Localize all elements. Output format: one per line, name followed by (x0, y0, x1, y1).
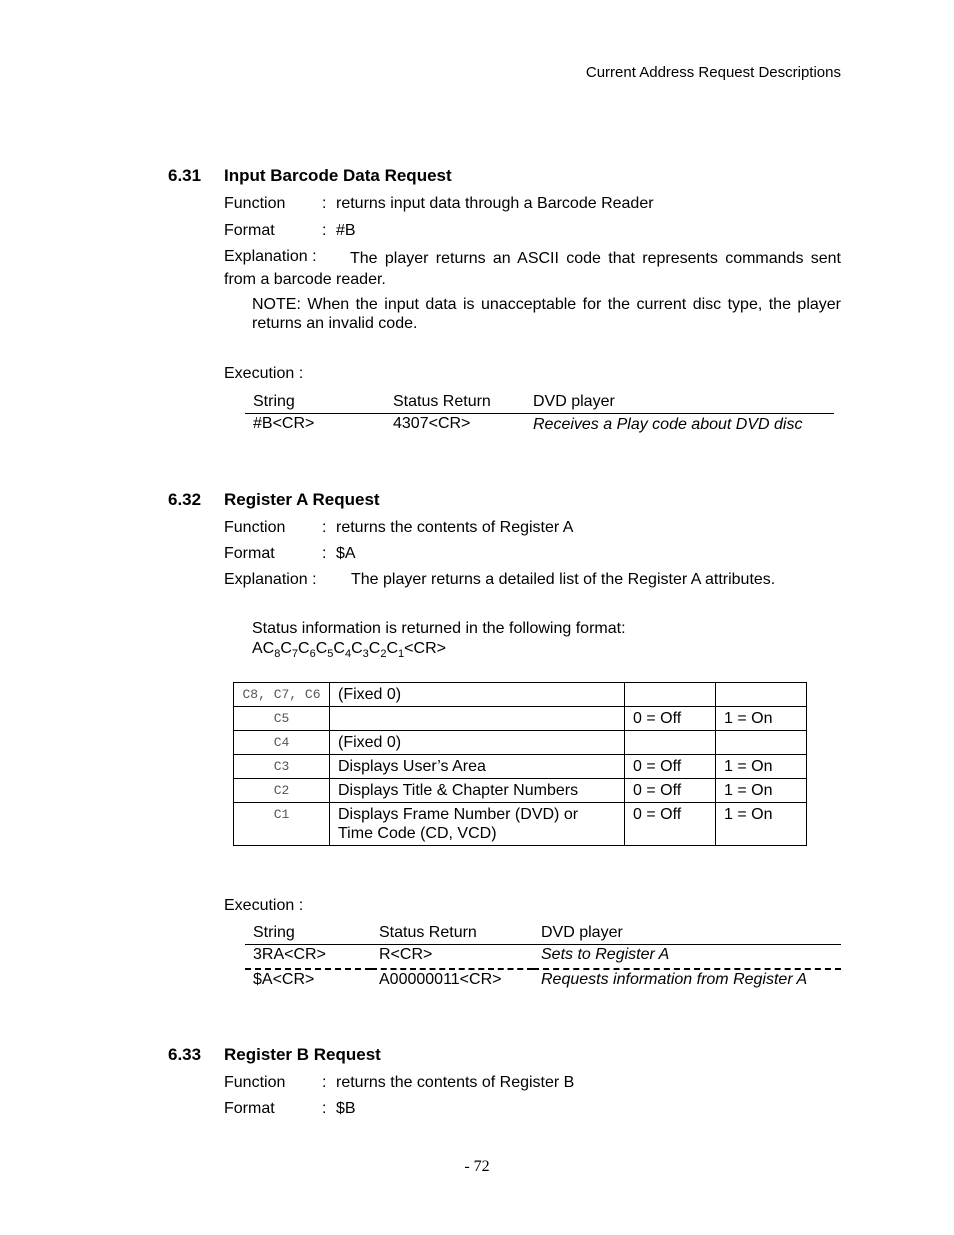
table-row (234, 731, 807, 755)
format-label: Format (224, 545, 275, 562)
cell-string: #B<CR> (253, 415, 315, 432)
format-sub: 7 (291, 648, 299, 661)
cell-on: 1 = On (716, 707, 807, 731)
execution-table-6-32 (245, 918, 841, 989)
cell-status: 4307<CR> (393, 415, 471, 432)
cell-desc: Requests information from Register A (541, 971, 808, 988)
cell-code: C1 (234, 803, 330, 846)
explanation-text: The player returns an ASCII code that represents commands sent from a barcode reader. (224, 250, 841, 288)
table-row (234, 779, 807, 803)
execution-label: Execution : (224, 365, 304, 382)
cell-code: C3 (234, 755, 330, 779)
status-format-string (252, 640, 446, 660)
explanation-first-line (224, 248, 841, 290)
colon: : (322, 195, 327, 212)
format-label: Format (224, 1100, 275, 1117)
section-title-6-32: Register A Request (224, 490, 380, 509)
format-c: C (280, 640, 292, 657)
cell-desc: Receives a Play code about DVD disc (533, 416, 803, 433)
col-header-dvd-player: DVD player (541, 924, 623, 941)
colon: : (322, 1074, 327, 1091)
format-sub: 6 (309, 648, 316, 661)
cell-status: R<CR> (379, 946, 433, 963)
cell-on: 1 = On (716, 779, 807, 803)
format-c: C (368, 640, 381, 657)
table-row (245, 945, 841, 970)
cell-status: A00000011<CR> (379, 971, 502, 988)
execution-label: Execution : (224, 897, 304, 914)
format-label: Format (224, 222, 275, 239)
note-text: NOTE: When the input data is unacceptable for the current disc type, the player returns an invalid code. (252, 296, 841, 332)
format-sub: 1 (398, 648, 405, 661)
colon: : (322, 1100, 327, 1117)
table-row (245, 969, 841, 989)
col-header-string: String (253, 924, 295, 941)
colon: : (322, 519, 327, 536)
function-value: returns the contents of Register A (336, 519, 574, 536)
cell-desc: Sets to Register A (541, 946, 670, 963)
col-header-status-return: Status Return (393, 393, 491, 410)
cell-off: 0 = Off (625, 803, 716, 846)
cell-code: C5 (234, 707, 330, 731)
colon: : (322, 545, 327, 562)
format-sub: 3 (362, 648, 369, 661)
format-c: C (351, 640, 363, 657)
format-c: C (315, 640, 328, 657)
cell-string: 3RA<CR> (253, 946, 326, 963)
table-row (234, 707, 807, 731)
cell-desc-line-2: Time Code (CD, VCD) (338, 825, 497, 842)
cell-string: $A<CR> (253, 971, 315, 988)
table-row (234, 803, 807, 846)
cell-on: 1 = On (716, 755, 807, 779)
colon: : (322, 222, 327, 239)
status-info-text: Status information is returned in the following format: (252, 620, 626, 637)
page-number: - 72 (464, 1158, 490, 1175)
function-value: returns input data through a Barcode Reader (336, 195, 654, 212)
cell-off (625, 731, 716, 755)
register-a-table (233, 682, 807, 846)
col-header-status-return: Status Return (379, 924, 477, 941)
format-c: C (386, 640, 399, 657)
cell-on (716, 683, 807, 707)
cell-on: 1 = On (716, 803, 807, 846)
format-suffix: <CR> (404, 640, 446, 657)
table-row (245, 414, 834, 435)
cell-desc: (Fixed 0) (330, 731, 625, 755)
cell-desc (330, 803, 625, 846)
section-number-6-32: 6.32 (168, 490, 202, 509)
format-value: #B (336, 222, 356, 239)
cell-off (625, 683, 716, 707)
cell-off: 0 = Off (625, 755, 716, 779)
table-row (234, 683, 807, 707)
format-sub: 4 (344, 648, 352, 661)
format-sub: 2 (380, 648, 387, 661)
function-label: Function (224, 195, 286, 212)
cell-off: 0 = Off (625, 779, 716, 803)
function-value: returns the contents of Register B (336, 1074, 575, 1091)
cell-desc: Displays User’s Area (330, 755, 625, 779)
cell-desc: Displays Title & Chapter Numbers (330, 779, 625, 803)
explanation-label: Explanation : (224, 571, 317, 588)
col-header-string: String (253, 393, 295, 410)
cell-desc (330, 707, 625, 731)
format-sub: 5 (327, 648, 334, 661)
cell-desc: (Fixed 0) (330, 683, 625, 707)
cell-on (716, 731, 807, 755)
format-value: $B (336, 1100, 356, 1117)
format-prefix: AC (252, 640, 275, 657)
section-title-6-31: Input Barcode Data Request (224, 166, 452, 185)
explanation-label: Explanation : (224, 248, 317, 265)
execution-table-6-31 (245, 387, 834, 434)
table-row (234, 755, 807, 779)
format-c: C (298, 640, 310, 657)
format-sub: 8 (274, 648, 281, 661)
function-label: Function (224, 1074, 286, 1091)
format-value: $A (336, 545, 356, 562)
section-title-6-33: Register B Request (224, 1045, 381, 1064)
running-header: Current Address Request Descriptions (585, 64, 841, 81)
format-c: C (333, 640, 345, 657)
section-number-6-33: 6.33 (168, 1045, 202, 1064)
cell-desc-line-1: Displays Frame Number (DVD) or (338, 806, 579, 823)
cell-off: 0 = Off (625, 707, 716, 731)
cell-code: C2 (234, 779, 330, 803)
explanation-text: The player returns a detailed list of the Register A attributes. (351, 571, 776, 588)
cell-code: C4 (234, 731, 330, 755)
col-header-dvd-player: DVD player (533, 393, 615, 410)
function-label: Function (224, 519, 286, 536)
cell-code: C8, C7, C6 (234, 683, 330, 707)
section-number-6-31: 6.31 (168, 166, 202, 185)
